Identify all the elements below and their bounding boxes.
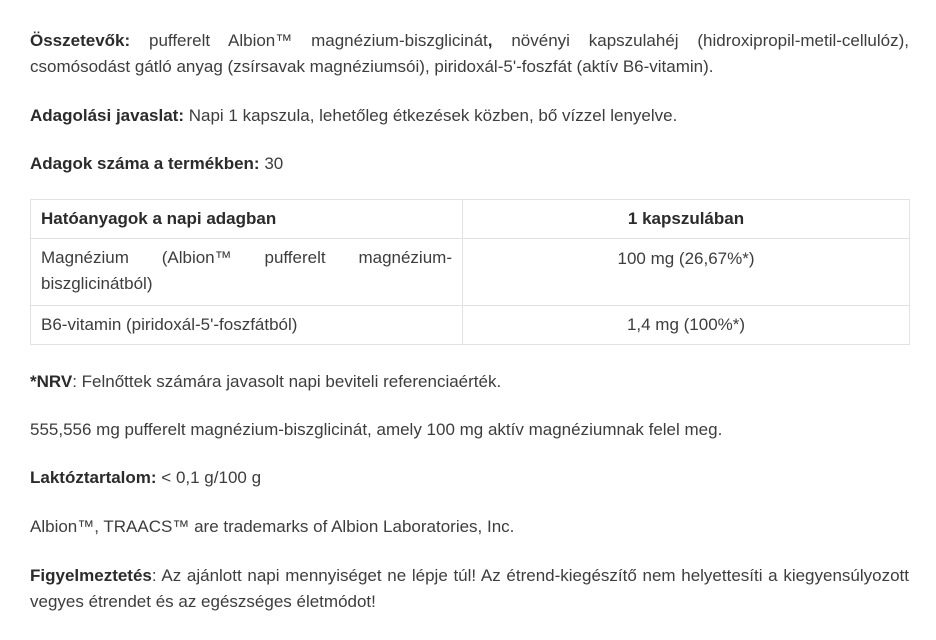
servings-paragraph — [30, 151, 909, 177]
dosage-text: Napi 1 kapszula, lehetőleg étkezések közben, bő vízzel lenyelve. — [184, 106, 678, 125]
table-cell-amount: 100 mg (26,67%*) — [463, 239, 910, 306]
nrv-paragraph — [30, 369, 909, 395]
table-cell-ingredient-name: Magnézium (Albion™ pufferelt magnézium-biszglicinátból) — [31, 239, 463, 306]
nrv-label: *NRV — [30, 372, 73, 391]
ingredients-paragraph — [30, 28, 909, 80]
table-row — [31, 306, 910, 345]
table-cell-amount: 1,4 mg (100%*) — [463, 306, 910, 345]
dosage-paragraph — [30, 103, 909, 129]
table-header-amount: 1 kapszulában — [463, 200, 910, 239]
nrv-text: : Felnőttek számára javasolt napi beviteli referenciaérték. — [72, 372, 502, 391]
table-header-ingredient: Hatóanyagok a napi adagban — [31, 200, 463, 239]
ingredients-comma: , — [487, 31, 493, 50]
table-cell-ingredient-name: B6-vitamin (piridoxál-5'-foszfátból) — [31, 306, 463, 345]
ingredients-text-rest: növényi kapszulahéj (hidroxipropil-metil-cellulóz), csomósodást gátló anyag (zsírsavak magnéziumsói), piridoxál-5'-foszfát (aktív B6-vitamin). — [30, 31, 909, 76]
servings-label: Adagok száma a termékben: — [30, 154, 260, 173]
servings-text: 30 — [259, 154, 284, 173]
warning-text: : Az ajánlott napi mennyiséget ne lépje túl! Az étrend-kiegészítő nem helyettesíti a kiegyensúlyozott vegyes étrendet és az egészséges életmódot! — [30, 566, 909, 611]
warning-paragraph — [30, 563, 909, 615]
ingredients-label: Összetevők: — [30, 31, 131, 50]
ingredients-text-main: pufferelt Albion™ magnézium-biszglicinát — [130, 31, 488, 50]
active-ingredients-table — [30, 199, 910, 345]
warning-label: Figyelmeztetés — [30, 566, 152, 585]
lactose-label: Laktóztartalom: — [30, 468, 157, 487]
lactose-paragraph — [30, 465, 909, 491]
table-row — [31, 239, 910, 306]
dosage-label: Adagolási javaslat: — [30, 106, 185, 125]
lactose-text: < 0,1 g/100 g — [156, 468, 262, 487]
trademark-paragraph: Albion™, TRAACS™ are trademarks of Albion Laboratories, Inc. — [30, 517, 515, 536]
equivalence-paragraph: 555,556 mg pufferelt magnézium-biszglicinát, amely 100 mg aktív magnéziumnak felel meg. — [30, 420, 723, 439]
table-header-row — [31, 200, 910, 239]
